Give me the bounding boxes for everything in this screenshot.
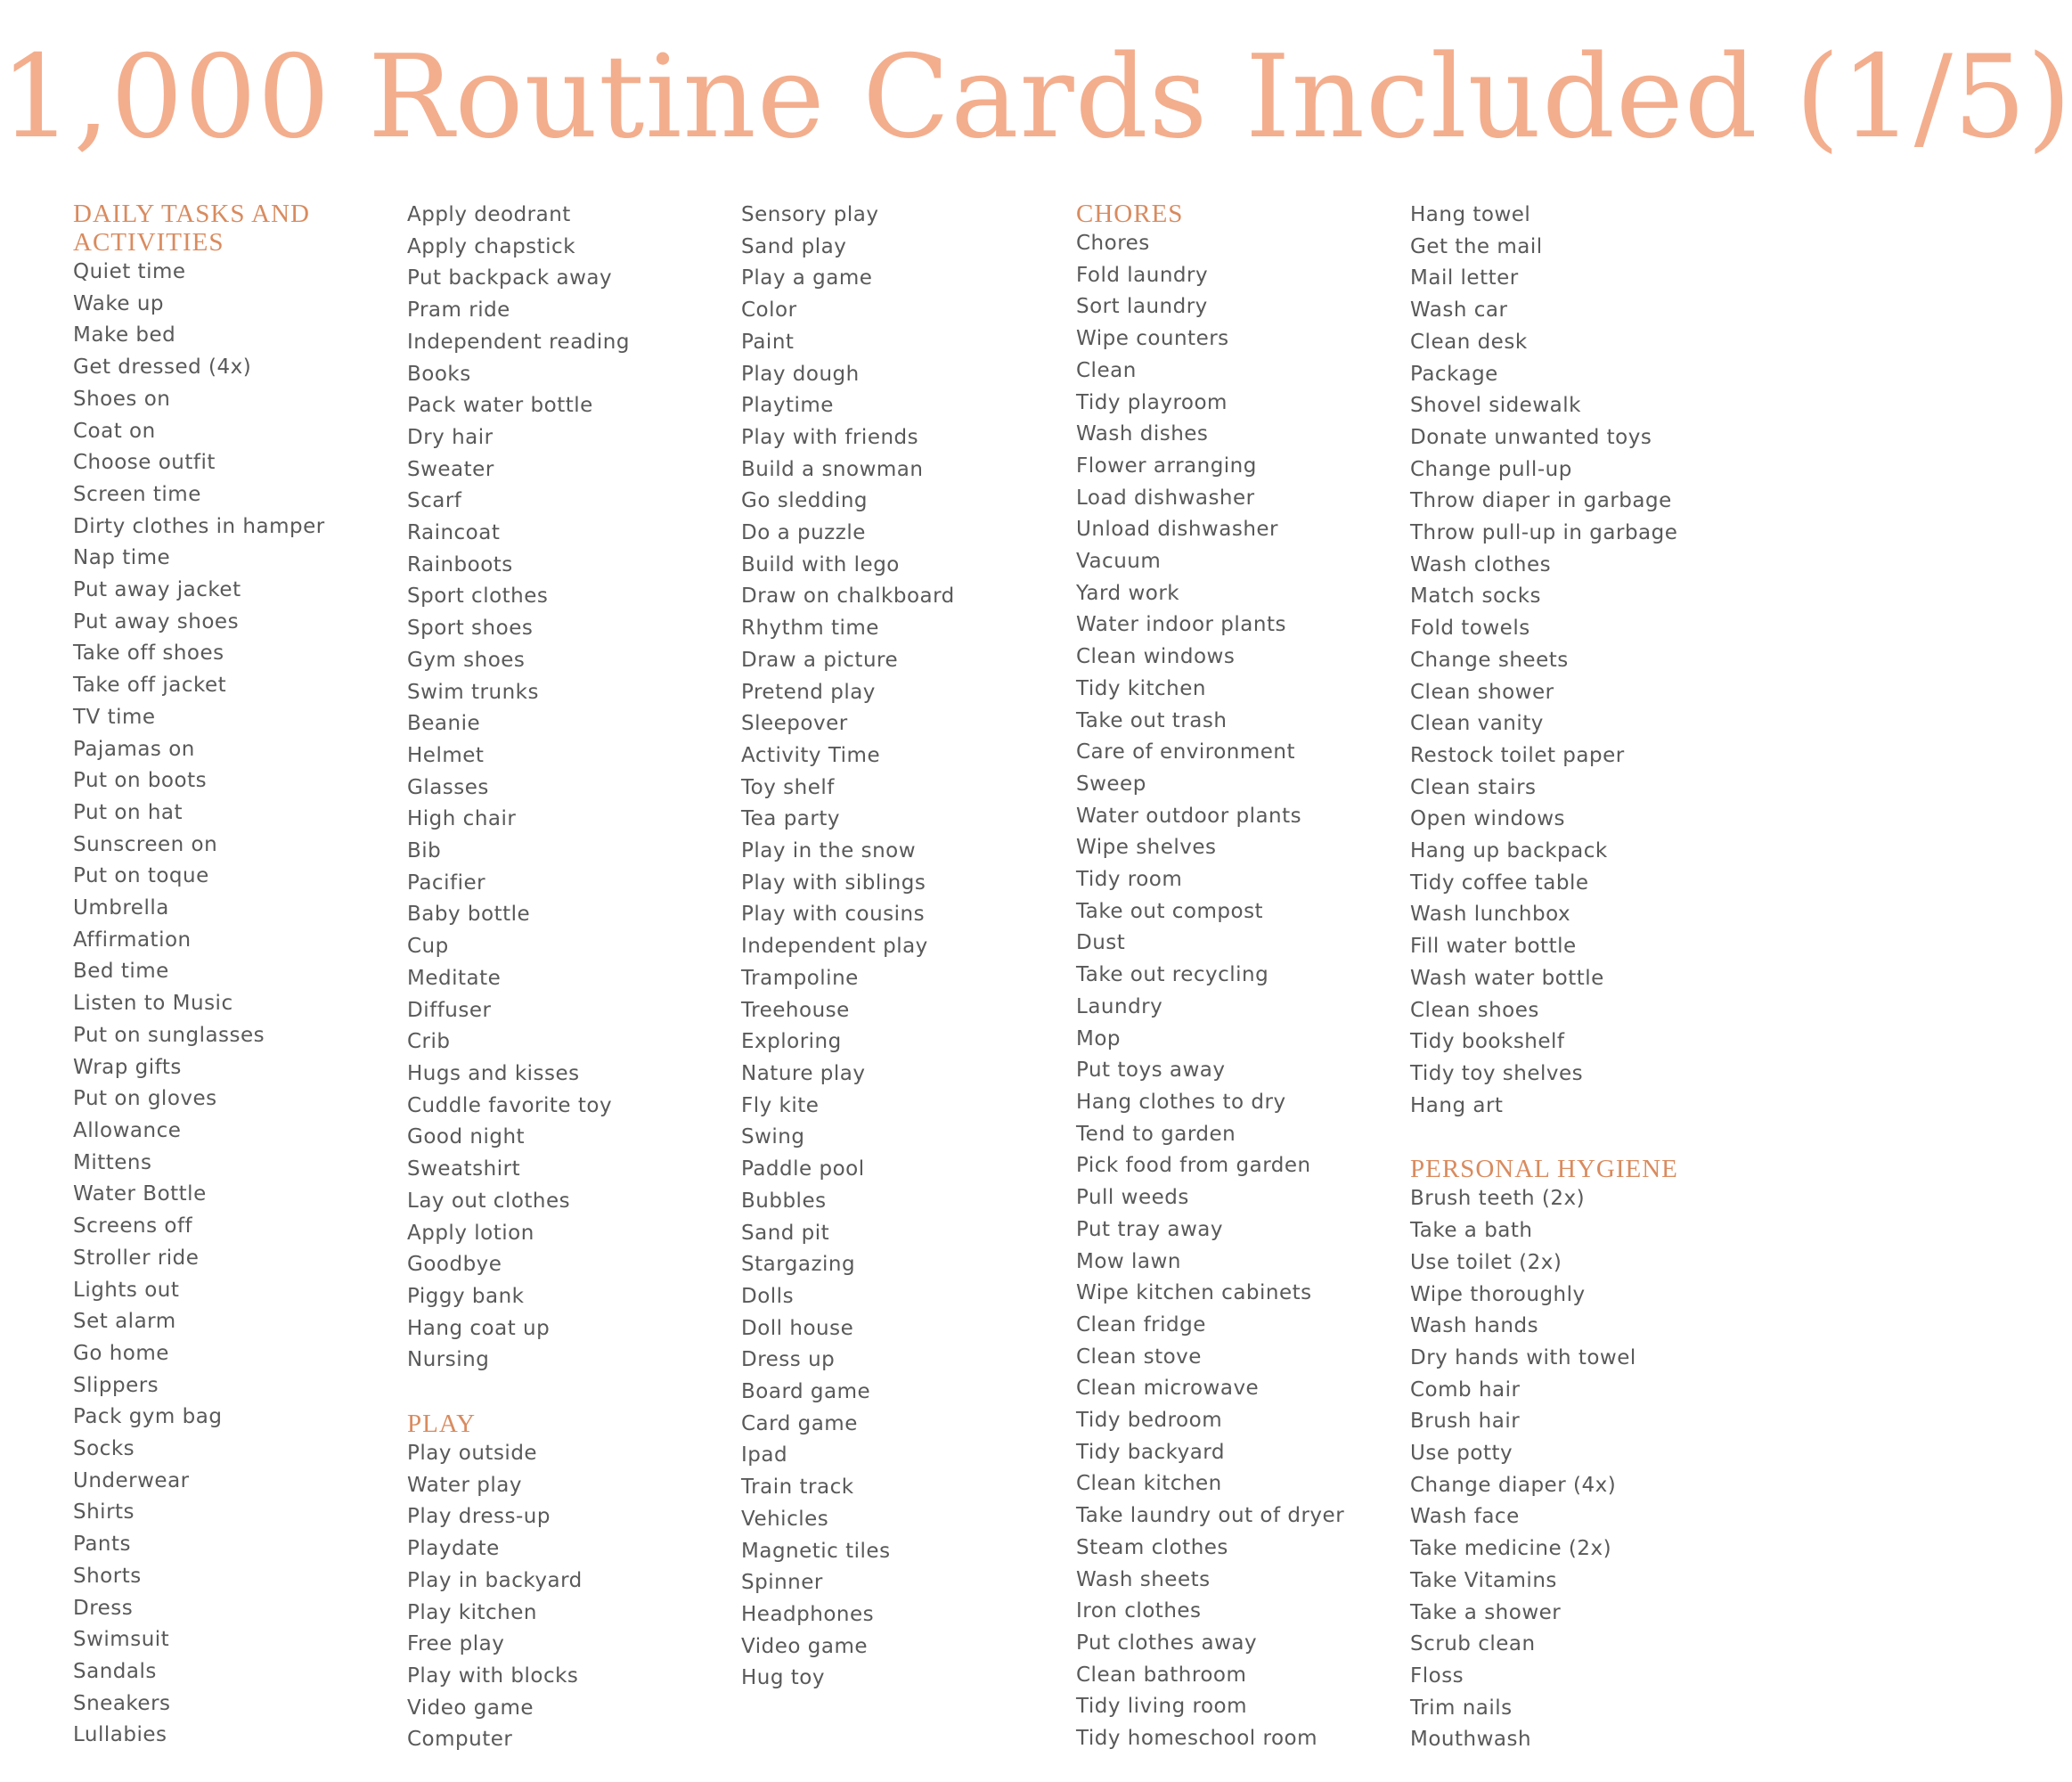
- list-item: Sort laundry: [1076, 295, 1208, 319]
- list-item: Build a snowman: [741, 457, 924, 481]
- list-item: Dry hair: [407, 425, 494, 449]
- list-item: Sand play: [741, 234, 847, 258]
- list-item: Apply deodrant: [407, 203, 571, 226]
- list-item: Crib: [407, 1030, 451, 1054]
- list-item: Pull weeds: [1076, 1186, 1189, 1210]
- list-item: Donate unwanted toys: [1410, 425, 1652, 449]
- list-item: Swing: [741, 1125, 805, 1149]
- list-item: Glasses: [407, 775, 489, 799]
- routine-list: [1076, 228, 1397, 1755]
- list-item: Clean kitchen: [1076, 1472, 1222, 1496]
- list-item: Unload dishwasher: [1076, 518, 1278, 542]
- list-item: Diffuser: [407, 998, 492, 1022]
- list-item: Open windows: [1410, 807, 1565, 831]
- list-item: Color: [741, 298, 797, 323]
- list-item: Mop: [1076, 1026, 1122, 1050]
- list-item: Use potty: [1410, 1442, 1513, 1466]
- list-item: Dress up: [741, 1348, 836, 1372]
- list-item: Fold towels: [1410, 617, 1530, 641]
- list-item: Computer: [407, 1728, 513, 1752]
- list-item: Video game: [407, 1696, 534, 1720]
- list-item: Rainboots: [407, 552, 513, 576]
- list-item: Spinner: [741, 1571, 823, 1595]
- list-item: Fill water bottle: [1410, 935, 1577, 959]
- list-item: Pacifier: [407, 871, 486, 895]
- list-item: Steam clothes: [1076, 1535, 1228, 1559]
- list-item: Nature play: [741, 1061, 866, 1085]
- routine-list: [73, 257, 394, 1752]
- list-item: Sneakers: [73, 1691, 171, 1715]
- list-item: Build with lego: [741, 552, 900, 576]
- list-item: Sensory play: [741, 203, 879, 226]
- list-item: Play kitchen: [407, 1600, 537, 1624]
- list-item: Flower arranging: [1076, 454, 1257, 478]
- list-item: Change sheets: [1410, 648, 1569, 672]
- list-item: Clean microwave: [1076, 1377, 1260, 1401]
- list-item: Tea party: [741, 807, 840, 831]
- list-item: Play with friends: [741, 425, 919, 449]
- list-item: Take medicine (2x): [1410, 1537, 1612, 1561]
- list-item: Sand pit: [741, 1221, 830, 1245]
- list-item: Match socks: [1410, 584, 1541, 609]
- list-item: Wash car: [1410, 298, 1508, 323]
- list-item: Scrub clean: [1410, 1632, 1536, 1656]
- list-item: Chores: [1076, 232, 1150, 255]
- list-item: Set alarm: [73, 1310, 176, 1334]
- list-item: Wash clothes: [1410, 552, 1552, 576]
- list-item: Toy shelf: [741, 775, 835, 799]
- list-item: Baby bottle: [407, 903, 531, 927]
- list-item: Throw pull-up in garbage: [1410, 521, 1678, 545]
- list-item: Wrap gifts: [73, 1055, 182, 1079]
- list-item: Choose outfit: [73, 451, 216, 475]
- list-item: Clean fridge: [1076, 1312, 1206, 1336]
- list-item: Wake up: [73, 291, 165, 315]
- list-item: Sleepover: [741, 712, 848, 736]
- list-item: Pram ride: [407, 298, 510, 323]
- list-item: Ipad: [741, 1443, 788, 1467]
- routine-list: [407, 1438, 728, 1756]
- list-item: Play in the snow: [741, 839, 917, 863]
- list-item: Free play: [407, 1632, 505, 1656]
- list-item: Play with cousins: [741, 903, 926, 927]
- list-item: Clean vanity: [1410, 712, 1544, 736]
- list-item: Affirmation: [73, 928, 192, 952]
- list-item: Goodbye: [407, 1253, 502, 1277]
- section-heading: CHORES: [1076, 200, 1184, 228]
- list-column: [741, 200, 1062, 1695]
- list-item: Floss: [1410, 1663, 1464, 1688]
- list-item: Laundry: [1076, 994, 1163, 1018]
- list-item: Restock toilet paper: [1410, 743, 1625, 767]
- list-item: Take a bath: [1410, 1219, 1533, 1243]
- list-item: Shovel sidewalk: [1410, 394, 1581, 418]
- section-heading: PERSONAL HYGIENE: [1410, 1155, 1678, 1184]
- list-item: Board game: [741, 1380, 871, 1404]
- list-item: Gym shoes: [407, 648, 526, 672]
- list-item: Put toys away: [1076, 1059, 1226, 1083]
- list-item: Play with blocks: [407, 1663, 579, 1688]
- list-item: Exploring: [741, 1030, 842, 1054]
- list-item: Play with siblings: [741, 871, 926, 895]
- list-item: Clean shower: [1410, 680, 1554, 704]
- list-item: Draw on chalkboard: [741, 584, 955, 609]
- list-item: Doll house: [741, 1316, 854, 1340]
- list-item: Wash water bottle: [1410, 966, 1604, 990]
- list-item: Umbrella: [73, 896, 169, 920]
- list-item: Piggy bank: [407, 1284, 525, 1308]
- list-item: Tidy bedroom: [1076, 1409, 1223, 1433]
- list-item: Meditate: [407, 966, 502, 990]
- list-item: Screens off: [73, 1214, 193, 1238]
- list-item: Mittens: [73, 1150, 152, 1174]
- list-item: Mow lawn: [1076, 1249, 1181, 1273]
- list-item: Tidy playroom: [1076, 390, 1228, 414]
- list-item: Paddle pool: [741, 1157, 865, 1181]
- list-item: Wash face: [1410, 1505, 1520, 1529]
- list-item: Dolls: [741, 1284, 795, 1308]
- list-column: [407, 200, 728, 1756]
- list-item: Put away shoes: [73, 609, 240, 634]
- list-item: Pick food from garden: [1076, 1154, 1311, 1178]
- section-heading: PLAY: [407, 1410, 477, 1439]
- list-item: Hug toy: [741, 1666, 825, 1690]
- list-item: Treehouse: [741, 998, 850, 1022]
- list-item: Lullabies: [73, 1723, 167, 1747]
- list-item: Swim trunks: [407, 680, 539, 704]
- list-item: Hang up backpack: [1410, 839, 1608, 863]
- list-item: Water outdoor plants: [1076, 804, 1302, 828]
- list-item: Slippers: [73, 1373, 159, 1397]
- section-heading: DAILY TASKS AND ACTIVITIES: [73, 200, 310, 257]
- list-item: Wipe thoroughly: [1410, 1282, 1586, 1306]
- list-item: Go home: [73, 1341, 169, 1365]
- list-column: [1076, 200, 1397, 1755]
- list-item: Independent reading: [407, 330, 630, 354]
- list-item: Hang clothes to dry: [1076, 1090, 1286, 1114]
- list-item: Helmet: [407, 743, 485, 767]
- list-item: Pants: [73, 1533, 132, 1557]
- list-item: Pretend play: [741, 680, 876, 704]
- list-item: Shirts: [73, 1500, 135, 1525]
- list-item: Hugs and kisses: [407, 1061, 580, 1085]
- list-item: Hang coat up: [407, 1316, 551, 1340]
- list-item: Brush hair: [1410, 1410, 1521, 1434]
- list-item: Screen time: [73, 482, 201, 506]
- list-item: Pack gym bag: [73, 1405, 223, 1429]
- list-item: Cup: [407, 935, 449, 959]
- list-item: Tidy room: [1076, 868, 1183, 892]
- list-item: Shoes on: [73, 387, 171, 411]
- list-item: Wipe counters: [1076, 327, 1229, 351]
- list-item: Fly kite: [741, 1093, 820, 1117]
- list-item: Put on hat: [73, 800, 184, 824]
- list-item: Play outside: [407, 1442, 538, 1466]
- list-item: Dry hands with towel: [1410, 1345, 1636, 1369]
- routine-list: [741, 200, 1062, 1695]
- list-item: Wash lunchbox: [1410, 903, 1571, 927]
- list-item: Tend to garden: [1076, 1122, 1236, 1146]
- page-title: 1,000 Routine Cards Included (1/5): [0, 31, 2072, 164]
- list-item: Sunscreen on: [73, 832, 218, 856]
- list-item: Listen to Music: [73, 992, 233, 1016]
- list-item: Water indoor plants: [1076, 613, 1286, 637]
- list-item: Train track: [741, 1475, 854, 1500]
- list-item: Play dress-up: [407, 1505, 551, 1529]
- list-item: Yard work: [1076, 581, 1180, 605]
- list-item: Take out trash: [1076, 708, 1228, 732]
- list-item: Play a game: [741, 266, 873, 290]
- list-item: Socks: [73, 1437, 135, 1461]
- list-item: Underwear: [73, 1468, 190, 1492]
- list-item: Use toilet (2x): [1410, 1250, 1562, 1274]
- list-item: Put clothes away: [1076, 1631, 1258, 1655]
- list-item: Put backpack away: [407, 266, 613, 290]
- list-item: Put on sunglasses: [73, 1023, 265, 1047]
- list-item: Clean bathroom: [1076, 1663, 1247, 1687]
- list-item: Comb hair: [1410, 1377, 1521, 1402]
- list-item: Tidy backyard: [1076, 1440, 1225, 1464]
- list-item: Make bed: [73, 323, 176, 347]
- list-item: Get dressed (4x): [73, 356, 252, 380]
- list-item: Take a shower: [1410, 1600, 1562, 1624]
- list-item: Wipe shelves: [1076, 836, 1217, 860]
- list-item: Clean stove: [1076, 1345, 1202, 1369]
- list-item: Take off shoes: [73, 642, 224, 666]
- list-item: Activity Time: [741, 743, 881, 767]
- list-item: Load dishwasher: [1076, 486, 1255, 510]
- list-item: Dirty clothes in hamper: [73, 514, 325, 538]
- list-item: Throw diaper in garbage: [1410, 489, 1672, 513]
- list-item: Apply lotion: [407, 1221, 534, 1245]
- list-item: Take off jacket: [73, 674, 227, 698]
- list-item: High chair: [407, 807, 517, 831]
- list-item: Mouthwash: [1410, 1728, 1532, 1752]
- routine-list: [1410, 1183, 1731, 1756]
- list-item: Pajamas on: [73, 737, 195, 761]
- list-item: Trim nails: [1410, 1696, 1513, 1720]
- list-item: Bed time: [73, 960, 169, 984]
- list-item: Allowance: [73, 1118, 182, 1142]
- list-item: Care of environment: [1076, 740, 1296, 764]
- list-item: Sweatshirt: [407, 1157, 521, 1181]
- list-item: Draw a picture: [741, 648, 899, 672]
- list-item: Scarf: [407, 489, 462, 513]
- list-item: Wash dishes: [1076, 422, 1209, 446]
- list-item: Vacuum: [1076, 550, 1162, 574]
- list-item: Apply chapstick: [407, 234, 576, 258]
- list-item: Put on toque: [73, 864, 209, 888]
- list-item: Water Bottle: [73, 1182, 207, 1206]
- list-item: Video game: [741, 1634, 869, 1658]
- list-item: Trampoline: [741, 966, 859, 990]
- list-item: Paint: [741, 330, 795, 354]
- list-item: Clean: [1076, 358, 1137, 382]
- list-item: Shorts: [73, 1564, 142, 1588]
- section-spacer: [1410, 1122, 1731, 1155]
- list-item: Rhythm time: [741, 617, 879, 641]
- list-item: Clean windows: [1076, 645, 1236, 669]
- list-item: Play in backyard: [407, 1568, 583, 1592]
- list-item: Lights out: [73, 1278, 180, 1302]
- list-item: Do a puzzle: [741, 521, 866, 545]
- list-item: Playtime: [741, 394, 834, 418]
- list-item: Bib: [407, 839, 442, 863]
- list-item: Dust: [1076, 931, 1126, 955]
- list-item: Swimsuit: [73, 1628, 170, 1652]
- list-item: Vehicles: [741, 1507, 829, 1531]
- list-item: Headphones: [741, 1602, 875, 1626]
- list-item: Tidy kitchen: [1076, 676, 1206, 700]
- list-item: Sweater: [407, 457, 494, 481]
- list-column: [73, 200, 394, 1752]
- list-item: Sport shoes: [407, 617, 534, 641]
- list-item: Coat on: [73, 419, 156, 443]
- list-item: Brush teeth (2x): [1410, 1187, 1586, 1211]
- list-column: [1410, 200, 1731, 1756]
- list-item: Tidy bookshelf: [1410, 1030, 1565, 1054]
- list-item: Change pull-up: [1410, 457, 1572, 481]
- list-item: Independent play: [741, 935, 928, 959]
- list-item: TV time: [73, 705, 156, 729]
- list-item: Bubbles: [741, 1189, 827, 1213]
- list-item: Clean stairs: [1410, 775, 1537, 799]
- list-item: Package: [1410, 362, 1498, 386]
- section-spacer: [407, 1377, 728, 1410]
- list-item: Take Vitamins: [1410, 1568, 1557, 1592]
- list-item: Nap time: [73, 546, 171, 570]
- list-item: Tidy living room: [1076, 1695, 1248, 1719]
- routine-list: [1410, 200, 1731, 1122]
- list-item: Water play: [407, 1473, 522, 1497]
- list-item: Lay out clothes: [407, 1189, 571, 1213]
- list-item: Wash hands: [1410, 1314, 1539, 1338]
- list-item: Pack water bottle: [407, 394, 593, 418]
- list-item: Playdate: [407, 1537, 500, 1561]
- list-item: Magnetic tiles: [741, 1539, 891, 1563]
- list-item: Mail letter: [1410, 266, 1519, 290]
- list-item: Play dough: [741, 362, 860, 386]
- list-item: Put tray away: [1076, 1217, 1223, 1241]
- list-item: Tidy coffee table: [1410, 871, 1589, 895]
- list-item: Put on boots: [73, 769, 208, 793]
- list-item: Wipe kitchen cabinets: [1076, 1281, 1312, 1305]
- list-item: Put away jacket: [73, 578, 241, 602]
- list-item: Wash sheets: [1076, 1567, 1211, 1591]
- list-item: Clean desk: [1410, 330, 1528, 354]
- list-item: Put on gloves: [73, 1087, 217, 1111]
- list-item: Get the mail: [1410, 234, 1543, 258]
- list-item: Sweep: [1076, 772, 1146, 796]
- list-item: Tidy homeschool room: [1076, 1727, 1318, 1751]
- list-item: Tidy toy shelves: [1410, 1061, 1584, 1085]
- list-item: Sport clothes: [407, 584, 549, 609]
- list-item: Dress: [73, 1596, 134, 1620]
- list-item: Go sledding: [741, 489, 868, 513]
- list-item: Take out recycling: [1076, 963, 1269, 987]
- list-item: Take laundry out of dryer: [1076, 1504, 1345, 1528]
- list-item: Fold laundry: [1076, 263, 1209, 287]
- list-item: Nursing: [407, 1348, 490, 1372]
- list-item: Stroller ride: [73, 1246, 200, 1270]
- list-item: Clean shoes: [1410, 998, 1539, 1022]
- list-item: Change diaper (4x): [1410, 1473, 1617, 1497]
- list-item: Quiet time: [73, 260, 186, 283]
- list-item: Sandals: [73, 1659, 157, 1683]
- routine-list: [407, 200, 728, 1377]
- list-item: Raincoat: [407, 521, 501, 545]
- list-item: Books: [407, 362, 471, 386]
- list-item: Good night: [407, 1125, 526, 1149]
- list-item: Take out compost: [1076, 899, 1264, 923]
- list-item: Beanie: [407, 712, 481, 736]
- list-item: Stargazing: [741, 1253, 856, 1277]
- list-item: Iron clothes: [1076, 1599, 1202, 1623]
- list-item: Hang art: [1410, 1093, 1504, 1117]
- list-item: Card game: [741, 1411, 858, 1435]
- list-item: Cuddle favorite toy: [407, 1093, 613, 1117]
- list-item: Hang towel: [1410, 203, 1531, 226]
